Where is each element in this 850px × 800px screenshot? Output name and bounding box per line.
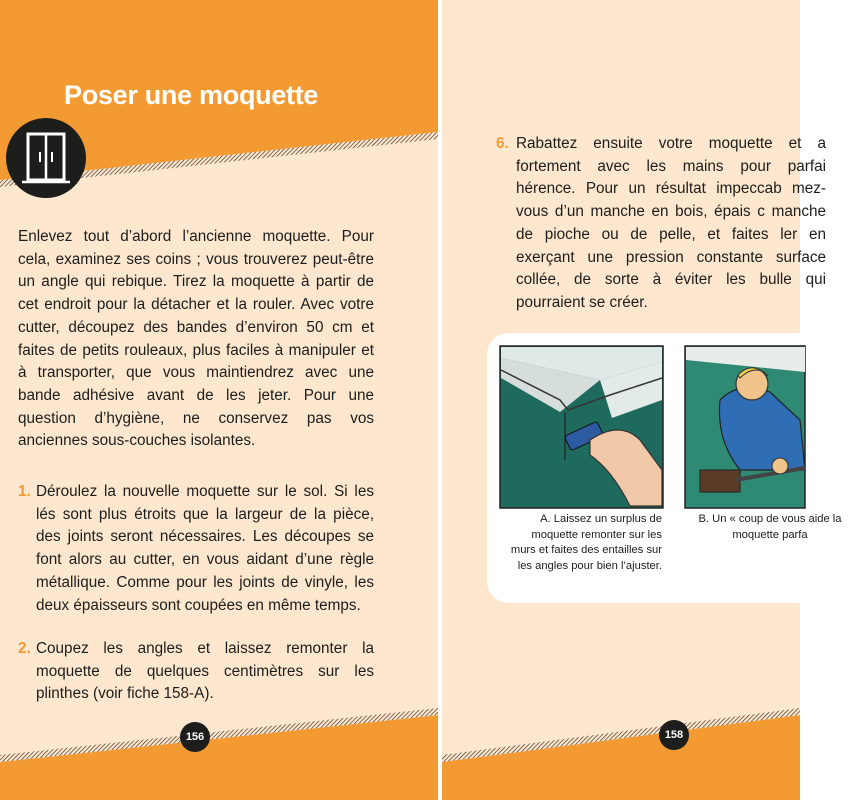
- sliding-door-icon: [6, 118, 86, 198]
- step-number: 2.: [18, 640, 31, 657]
- illustration-a: [500, 346, 663, 508]
- step-text: Coupez les angles et laissez remonter la moquette de quelques centimètres sur les plinthes (voir fiche 158-A).: [36, 640, 374, 703]
- step-6: [496, 133, 826, 315]
- page-number-left: 156: [185, 731, 205, 743]
- intro-paragraph: Enlevez tout d’abord l’ancienne moquette. Pour cela, examinez ses coins ; vous trouverez peut-être un angle qui rebique. Tirez la moquette à partir de cet endroit pour la détacher et la rouler. Avec votre cutter, découpez des bandes d’environ 50 cm et faites de petits rouleaux, plus faciles à manipuler et à transporter, que vous maintiendrez avec une bande adhésive avant de les jeter. Pour une question d’hygiène, ne conservez pas vos anciennes sous-couches isolantes.: [18, 228, 374, 450]
- step-text: Rabattez ensuite votre moquette et a fortement avec les mains pour parfai hérence. Pour un résultat impeccab mez-vous d’un manche en bois, épais c manche de pioche ou de pelle, et faites ler en exerçant une pression constante surface collée, de sorte à éviter les bulle qui pourraient se créer.: [516, 135, 826, 311]
- caption-a: A. Laissez un surplus de moquette remonter sur les murs et faites des entailles sur les angles pour bien l’ajuster.: [510, 513, 662, 572]
- step-number: 6.: [496, 135, 509, 152]
- step-1: [18, 481, 374, 617]
- step-number: 1.: [18, 483, 31, 500]
- step-2: [18, 638, 374, 706]
- caption-b: B. Un « coup de vous aide la moquette parfa: [698, 513, 842, 541]
- page-title: Poser une moquette: [64, 80, 319, 110]
- illustration-b: [685, 346, 805, 508]
- step-text: Déroulez la nouvelle moquette sur le sol. Si les lés sont plus étroits que la largeur de la pièce, des joints seront nécessaires. Les découpes se font alors au cutter, en vous aidant d’une règle métallique. Comme pour les joints de vinyle, les deux épaisseurs sont coupées en même temps.: [36, 483, 374, 614]
- page-number-right: 158: [664, 729, 684, 741]
